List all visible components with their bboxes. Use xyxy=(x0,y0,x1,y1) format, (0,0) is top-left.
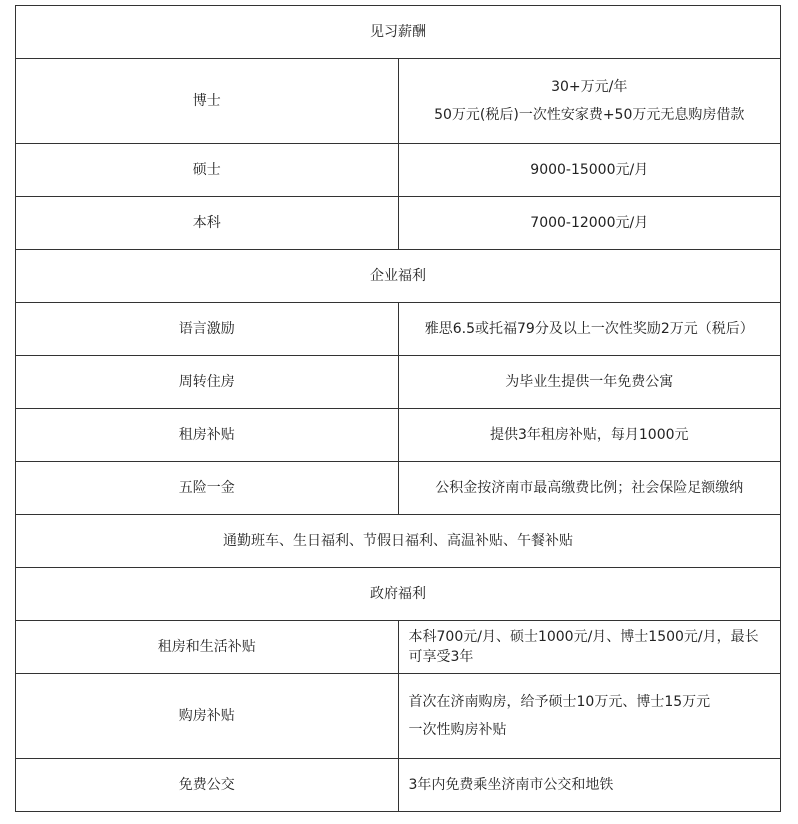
section-header-row xyxy=(16,6,781,59)
row-value xyxy=(398,674,781,759)
row-label: 博士 xyxy=(16,59,399,144)
value-line: 首次在济南购房，给予硕士10万元、博士15万元 xyxy=(408,694,711,710)
benefits-table xyxy=(15,5,781,812)
row-label: 租房补贴 xyxy=(16,409,399,462)
row-label: 硕士 xyxy=(16,144,399,197)
table-row xyxy=(16,59,781,144)
row-value: 9000-15000元/月 xyxy=(398,144,781,197)
table-row xyxy=(16,144,781,197)
table-row xyxy=(16,356,781,409)
row-label: 周转住房 xyxy=(16,356,399,409)
value-line: 一次性购房补贴 xyxy=(408,722,507,738)
section-title-internship: 见习薪酬 xyxy=(16,6,781,59)
table-row xyxy=(16,197,781,250)
table-row xyxy=(16,409,781,462)
row-value: 3年内免费乘坐济南市公交和地铁 xyxy=(398,759,781,812)
section-header-row xyxy=(16,250,781,303)
table-row xyxy=(16,515,781,568)
row-value: 雅思6.5或托福79分及以上一次性奖励2万元（税后） xyxy=(398,303,781,356)
row-label: 五险一金 xyxy=(16,462,399,515)
row-label: 免费公交 xyxy=(16,759,399,812)
row-value xyxy=(398,59,781,144)
row-value: 提供3年租房补贴，每月1000元 xyxy=(398,409,781,462)
table-row xyxy=(16,462,781,515)
row-value: 公积金按济南市最高缴费比例；社会保险足额缴纳 xyxy=(398,462,781,515)
section-title-enterprise: 企业福利 xyxy=(16,250,781,303)
section-header-row xyxy=(16,568,781,621)
value-line: 30+万元/年 xyxy=(551,79,628,95)
table-row xyxy=(16,621,781,674)
other-benefits: 通勤班车、生日福利、节假日福利、高温补贴、午餐补贴 xyxy=(16,515,781,568)
value-line: 50万元(税后)一次性安家费+50万元无息购房借款 xyxy=(434,107,745,123)
row-value: 为毕业生提供一年免费公寓 xyxy=(398,356,781,409)
row-value: 7000-12000元/月 xyxy=(398,197,781,250)
section-title-government: 政府福利 xyxy=(16,568,781,621)
table-row xyxy=(16,674,781,759)
row-label: 租房和生活补贴 xyxy=(16,621,399,674)
row-label: 语言激励 xyxy=(16,303,399,356)
row-value: 本科700元/月、硕士1000元/月、博士1500元/月，最长可享受3年 xyxy=(398,621,781,674)
table-row xyxy=(16,759,781,812)
row-label: 购房补贴 xyxy=(16,674,399,759)
row-label: 本科 xyxy=(16,197,399,250)
table-row xyxy=(16,303,781,356)
